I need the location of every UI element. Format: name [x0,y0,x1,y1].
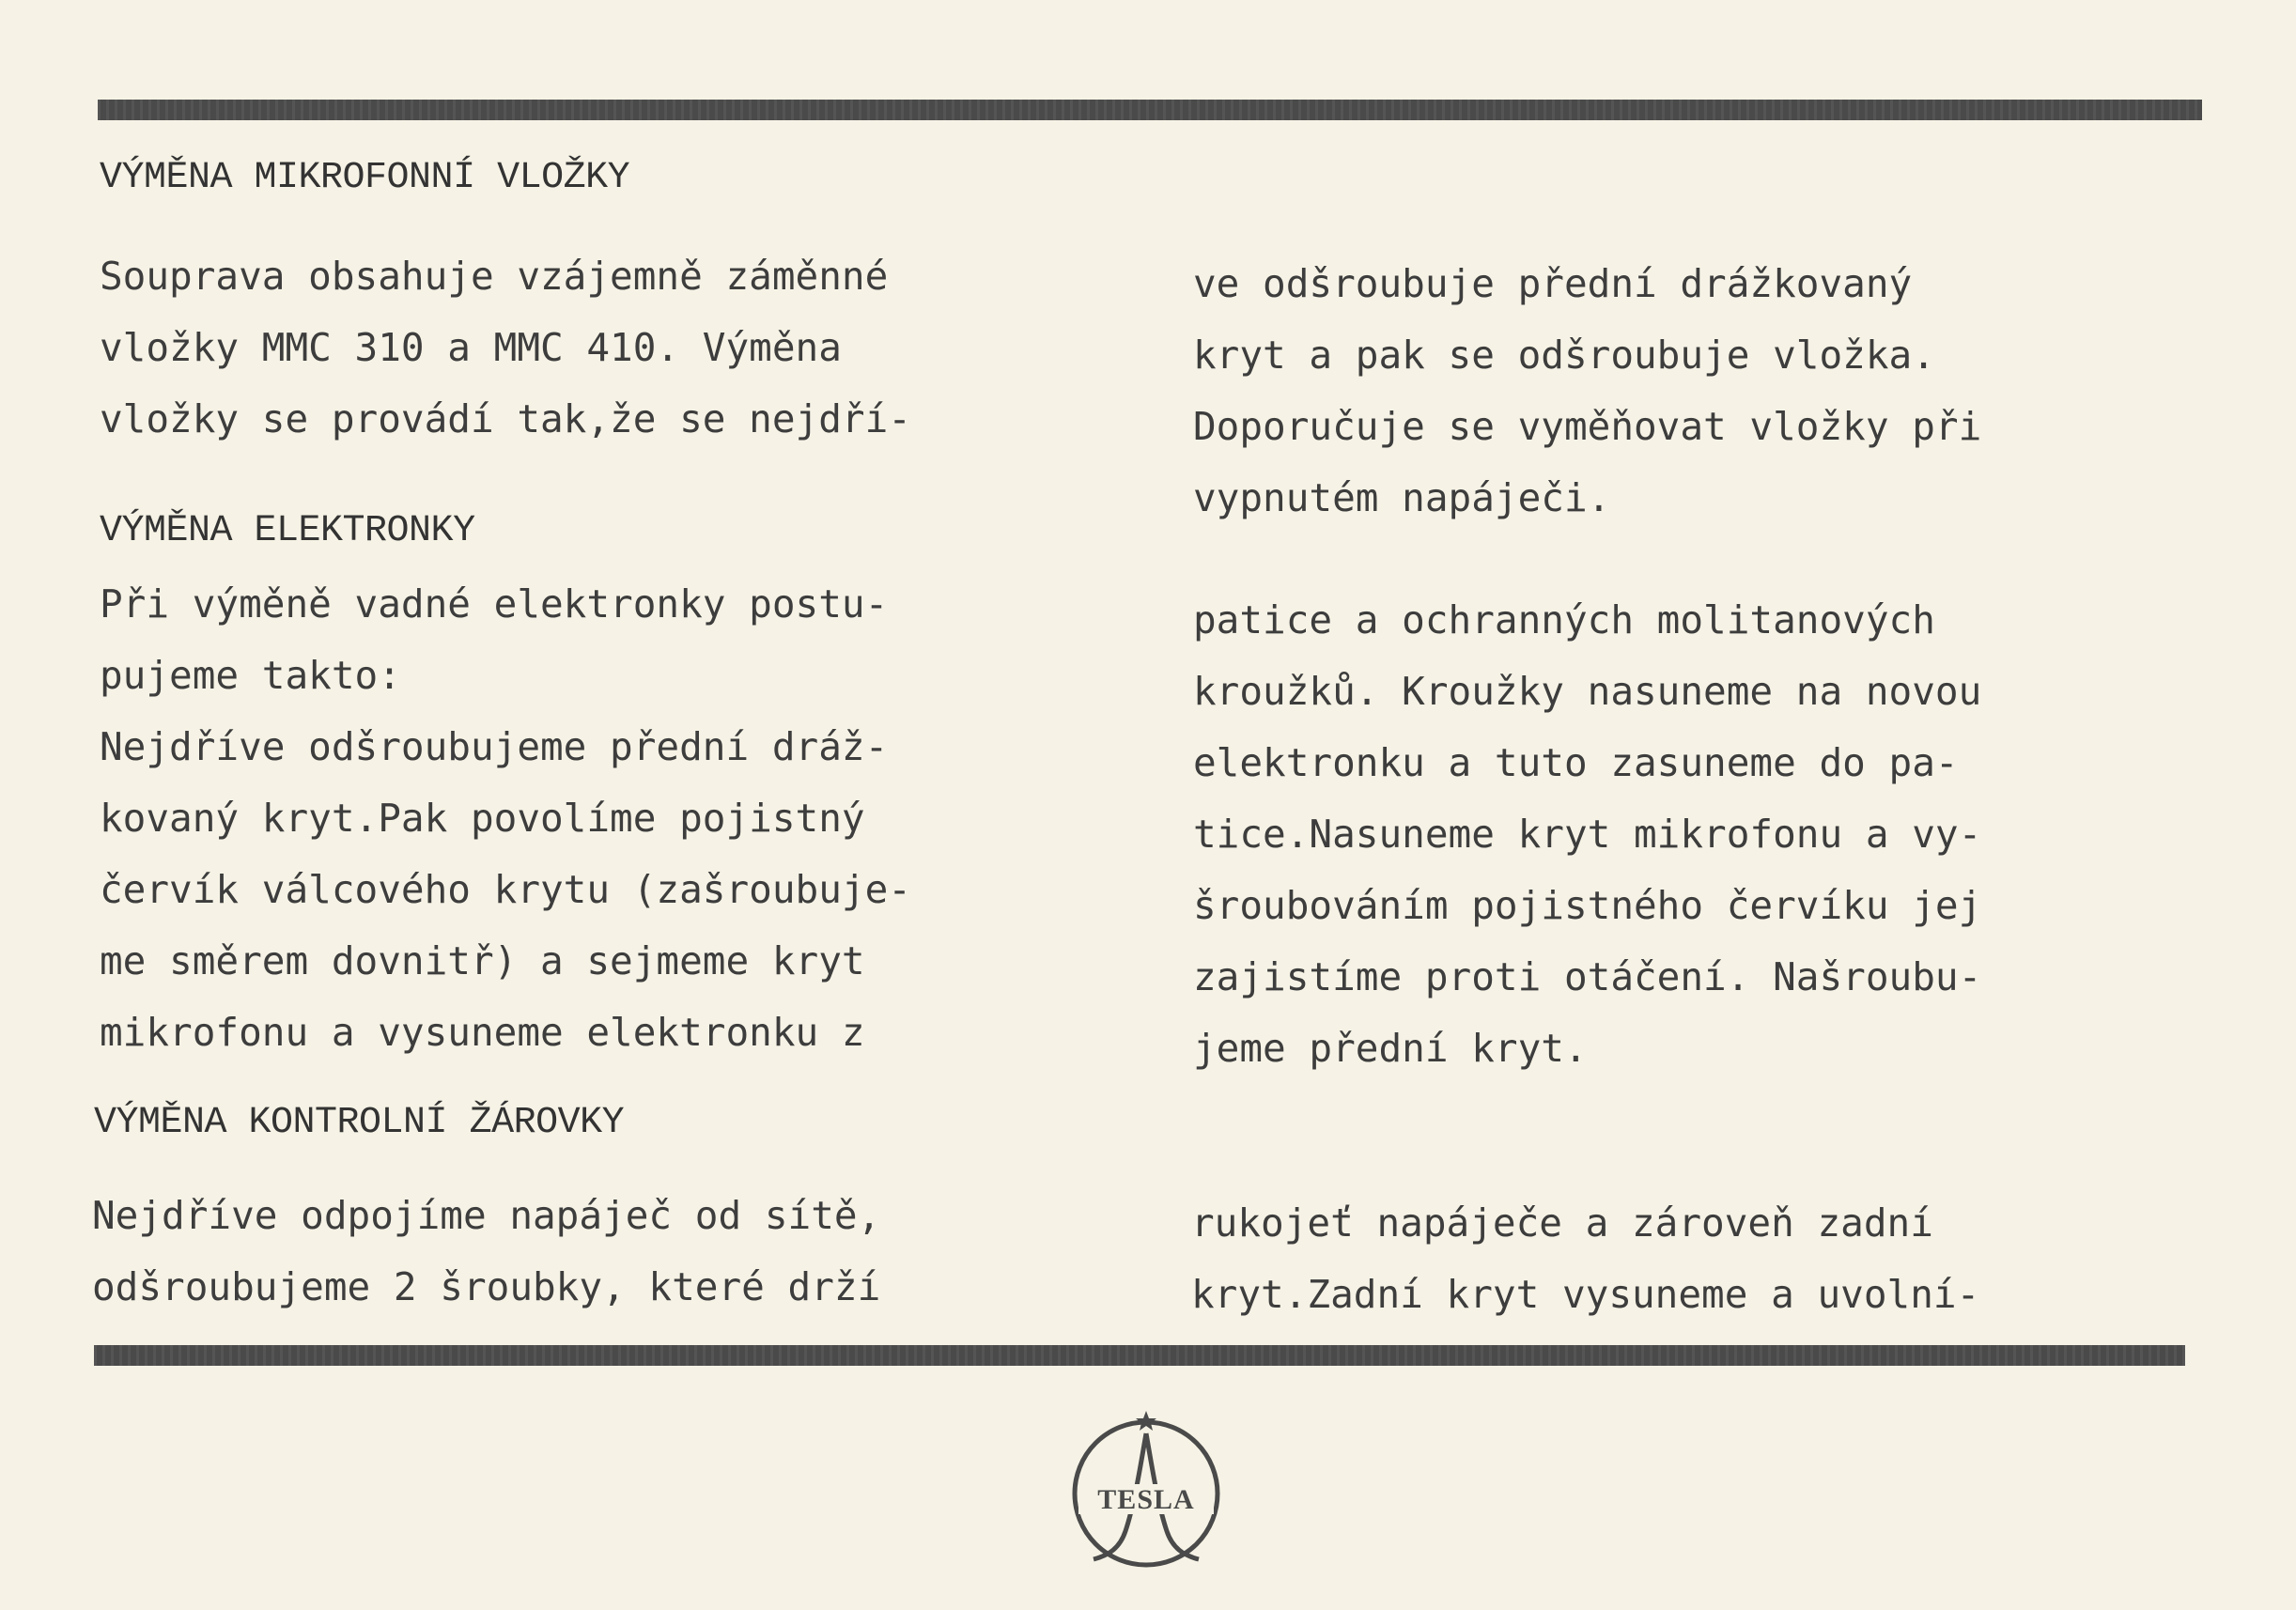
text-line: jeme přední kryt. [1193,1026,1588,1071]
bottom-rule [94,1345,2185,1366]
logo-text: TESLA [1097,1484,1195,1515]
top-rule [98,100,2202,120]
text-line: kovaný kryt.Pak povolíme pojistný [100,796,865,841]
text-line: tice.Nasuneme kryt mikrofonu a vy- [1193,812,1982,857]
text-line: Souprava obsahuje vzájemně záměnné [100,254,889,299]
text-line: červík válcového krytu (zašroubuje- [100,867,911,912]
text-line: me směrem dovnitř) a sejmeme kryt [100,938,865,983]
text-line: zajistíme proti otáčení. Našroubu- [1193,954,1982,999]
microphone-right-text [1193,248,1981,534]
text-line: vložky se provádí tak,že se nejdří- [100,396,911,441]
text-line: Nejdříve odpojíme napáječ od sítě, [92,1193,881,1238]
heading-microphone-cartridge: VÝMĚNA MIKROFONNÍ VLOŽKY [100,157,630,199]
text-line: Doporučuje se vyměňovat vložky při [1193,404,1982,449]
tesla-logo [1065,1409,1227,1571]
text-line: rukojeť napáječe a zároveň zadní [1191,1200,1933,1246]
microphone-left-text [100,240,911,455]
text-line: kryt.Zadní kryt vysuneme a uvolní- [1191,1272,1980,1317]
tube-right-text [1193,584,1981,1084]
text-line: Nejdříve odšroubujeme přední dráž- [100,724,889,769]
text-line: kroužků. Kroužky nasuneme na novou [1193,669,1982,714]
text-line: vložky MMC 310 a MMC 410. Výměna [100,325,842,370]
star-icon [1136,1411,1156,1431]
heading-indicator-bulb: VÝMĚNA KONTROLNÍ ŽÁROVKY [94,1102,625,1144]
text-line: Při výměně vadné elektronky postu- [100,581,889,627]
text-line: elektronku a tuto zasuneme do pa- [1193,740,1959,785]
text-line: pujeme takto: [100,653,401,698]
text-line: mikrofonu a vysuneme elektronku z [100,1010,865,1055]
text-line: patice a ochranných molitanových [1193,597,1935,642]
tube-left-text [100,568,911,1068]
bulb-left-text [92,1180,880,1323]
text-line: vypnutém napáječi. [1193,475,1611,520]
text-line: kryt a pak se odšroubuje vložka. [1193,333,1935,378]
text-line: ve odšroubuje přední drážkovaný [1193,261,1913,306]
heading-electron-tube: VÝMĚNA ELEKTRONKY [100,510,475,552]
text-line: šroubováním pojistného červíku jej [1193,883,1982,928]
bulb-right-text [1191,1187,1979,1330]
text-line: odšroubujeme 2 šroubky, které drží [92,1264,881,1309]
